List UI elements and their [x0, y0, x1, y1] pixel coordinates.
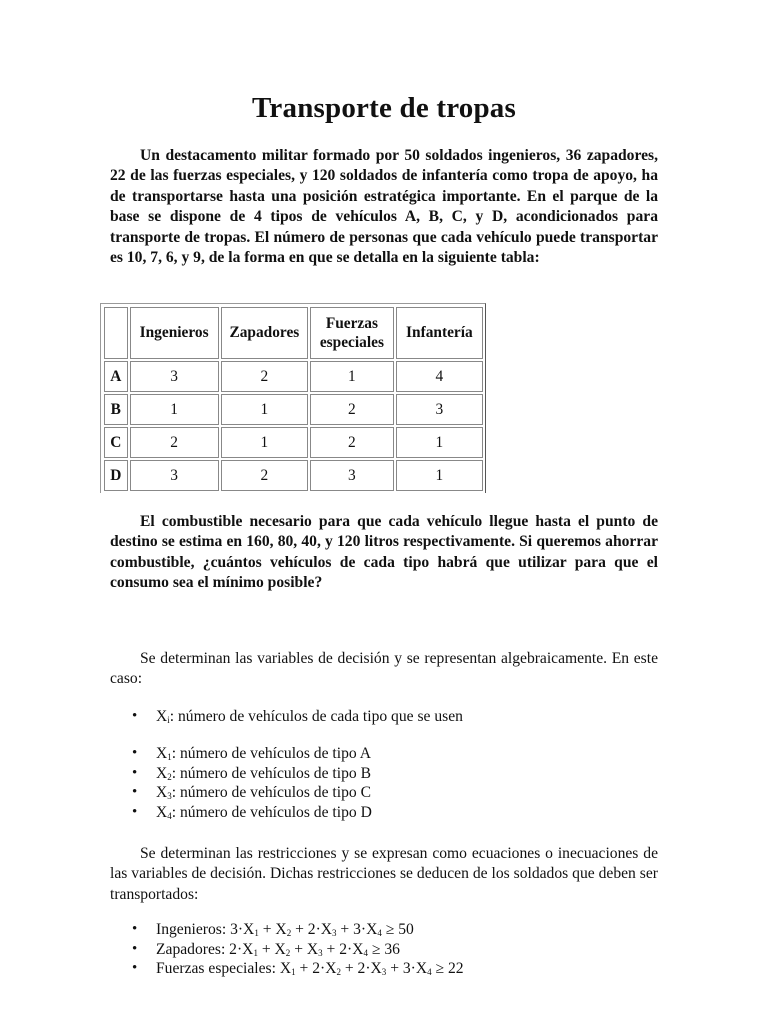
- restriction-subscript: 4: [377, 928, 382, 938]
- table-cell: 3: [310, 460, 394, 491]
- restriction-subscript: 3: [332, 928, 337, 938]
- restriction-rhs: ≥ 22: [431, 960, 464, 978]
- table-cell: 4: [396, 361, 483, 392]
- table-cell: 2: [310, 394, 394, 425]
- restriction-label: Zapadores:: [156, 940, 230, 958]
- row-label: D: [104, 460, 128, 491]
- restriction-subscript: 2: [336, 967, 341, 978]
- header-cell-empty: [104, 307, 128, 359]
- restriction-subscript: 4: [363, 947, 368, 958]
- table-row: [104, 394, 483, 425]
- restriction-subscript: 3: [318, 947, 323, 958]
- list-item: • $X_4$: número de vehículos de tipo D: [110, 803, 372, 823]
- list-item: [110, 940, 464, 960]
- table-cell: 1: [396, 427, 483, 458]
- capacity-table-frame: [100, 303, 486, 493]
- restrictions-list: [110, 920, 464, 979]
- restriction-term: 3·X: [230, 921, 255, 938]
- problem-paragraph-2: El combustible necesario para que cada vehículo llegue hasta el punto de destino se estima en 160, 80, 40, y 120 litros respectivamente. Si queremos ahorrar combustible, ¿cuántos vehículos de cada tipo habrá que utilizar para que el consumo sea el mínimo posible?: [110, 513, 658, 592]
- row-label: B: [104, 394, 128, 425]
- table-row: [104, 427, 483, 458]
- list-item: [110, 920, 464, 940]
- table-cell: 3: [130, 460, 219, 491]
- restriction-subscript: 2: [286, 928, 292, 938]
- list-item: • $X_1$: número de vehículos de tipo A: [110, 744, 372, 764]
- restriction-rhs: ≥ 36: [368, 940, 400, 958]
- table-cell: 2: [221, 361, 308, 392]
- restriction-term: + 2·X: [322, 940, 364, 958]
- restriction-subscript: 1: [254, 928, 259, 938]
- table-cell: 2: [310, 427, 394, 458]
- table-cell: 1: [221, 394, 308, 425]
- header-cell-infanteria: Infantería: [396, 307, 483, 359]
- capacity-table: [102, 305, 485, 493]
- table-cell: 3: [396, 394, 483, 425]
- header-cell-zapadores: Zapadores: [221, 307, 308, 359]
- restrictions-intro: Se determinan las restricciones y se expresan como ecuaciones o inecuaciones de las variables de decisión. Dichas restricciones se deducen de los soldados que deben ser transportados:: [110, 845, 658, 903]
- generic-variable-list: [110, 707, 463, 727]
- table-cell: 1: [396, 460, 483, 491]
- restriction-term: + 3·X: [336, 921, 378, 938]
- restriction-term: + 2·X: [295, 960, 337, 978]
- table-cell: 1: [130, 394, 219, 425]
- list-item: • $X_i$: número de vehículos de cada tipo que se usen: [110, 707, 463, 727]
- table-cell: 2: [130, 427, 219, 458]
- restriction-rhs: ≥ 50: [381, 921, 414, 938]
- restriction-term: + X: [258, 921, 287, 938]
- restriction-term: + X: [257, 940, 286, 958]
- table-cell: 3: [130, 361, 219, 392]
- restriction-term: + X: [290, 940, 319, 958]
- header-cell-fuerzas-especiales: [310, 307, 394, 359]
- table-cell: 1: [221, 427, 308, 458]
- restriction-term: + 2·X: [291, 921, 333, 938]
- restriction-label: Ingenieros:: [156, 921, 231, 938]
- list-item: • $X_3$: número de vehículos de tipo C: [110, 783, 372, 803]
- table-cell: 1: [310, 361, 394, 392]
- variables-intro: Se determinan las variables de decisión y se representan algebraicamente. En este caso:: [110, 650, 658, 688]
- restriction-subscript: 1: [253, 947, 258, 958]
- row-label: A: [104, 361, 128, 392]
- problem-paragraph-1: Un destacamento militar formado por 50 soldados ingenieros, 36 zapadores, 22 de las fuerzas especiales, y 120 soldados de infantería como tropa de apoyo, ha de transportarse hasta una posición estratégica importante. En el parque de la base se dispone de 4 tipos de vehículos A, B, C, y D, acondicionados para transporte de tropas. El número de personas que cada vehículo puede transportar es 10, 7, 6, y 9, de la forma en que se detalla en la siguiente tabla:: [110, 147, 658, 267]
- restriction-subscript: 4: [427, 967, 432, 978]
- restriction-label: Fuerzas especiales:: [156, 960, 280, 978]
- list-item: • $X_2$: número de vehículos de tipo B: [110, 764, 372, 784]
- header-cell-ingenieros: Ingenieros: [130, 307, 219, 359]
- restriction-subscript: 1: [291, 967, 296, 978]
- table-row: [104, 460, 483, 491]
- list-item: [110, 959, 464, 979]
- fuerzas-especiales-label: Fuerzas especiales: [319, 315, 384, 351]
- page-title: Transporte de tropas: [252, 92, 516, 124]
- table-cell: 2: [221, 460, 308, 491]
- restriction-term: + 3·X: [386, 960, 428, 978]
- table-header-row: [104, 307, 483, 359]
- restriction-subscript: 2: [285, 947, 291, 958]
- restriction-subscript: 3: [381, 967, 387, 978]
- variables-list: [110, 744, 372, 822]
- restriction-term: X: [279, 960, 292, 978]
- restriction-term: 2·X: [229, 940, 254, 958]
- restriction-term: + 2·X: [340, 960, 382, 978]
- table-row: [104, 361, 483, 392]
- row-label: C: [104, 427, 128, 458]
